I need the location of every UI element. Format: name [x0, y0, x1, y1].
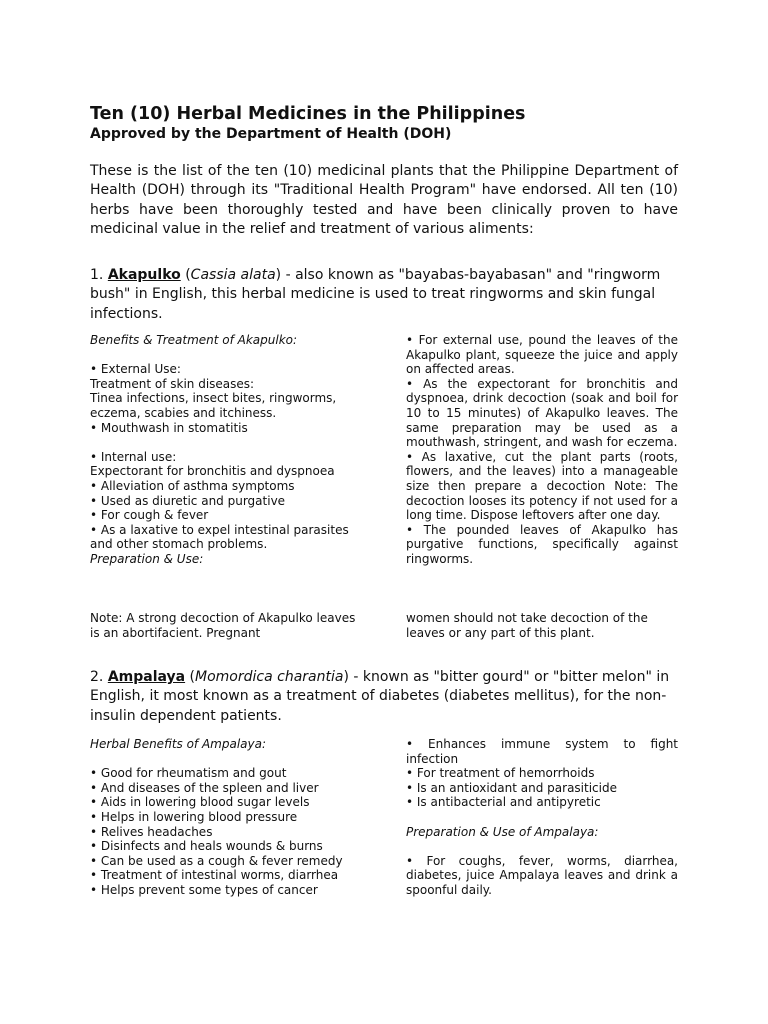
list-item: • Helps in lowering blood pressure: [90, 809, 298, 824]
ampalaya-heading: [90, 668, 678, 726]
akapulko-heading: [90, 266, 678, 324]
scientific-name: Momordica charantia: [195, 669, 344, 685]
list-item: • As laxative, cut the plant parts (roots, flowers, and the leaves) into a manageable size then prepare a decoction Note: The decoction looses its potency if not used for a long time. Dispose leftovers after one day.: [406, 449, 678, 523]
list-item: • For external use, pound the leaves of the Akapulko plant, squeeze the juice and apply on affected areas.: [406, 333, 678, 377]
akapulko-women-note: women should not take decoction of the leaves or any part of this plant.: [406, 611, 648, 640]
benefits-heading: Benefits & Treatment of Akapulko:: [90, 333, 298, 347]
section-number: 1.: [90, 267, 104, 283]
list-item: • Used as diuretic and purgative: [90, 493, 286, 508]
open-paren: (: [185, 267, 191, 283]
benefits-heading: Herbal Benefits of Ampalaya:: [90, 737, 267, 751]
intro-paragraph: These is the list of the ten (10) medicinal plants that the Philippine Department of Health (DOH) through its "Traditional Health Program" have endorsed. All ten (10) herbs have been thoroughly tested and have been clinically proven to have medicinal value in the relief and treatment of various aliments:: [90, 163, 678, 237]
list-item: • Mouthwash in stomatitis: [90, 420, 248, 435]
list-item: • Alleviation of asthma symptoms: [90, 478, 295, 493]
open-paren: (: [189, 669, 196, 685]
list-item: • Is antibacterial and antipyretic: [406, 795, 601, 810]
list-item: Expectorant for bronchitis and dyspnoea: [90, 464, 335, 479]
ampalaya-right-column: [406, 737, 678, 898]
page-subtitle: Approved by the Department of Health (DOH): [90, 126, 452, 142]
herb-description: ) - known as "bitter gourd" or "bitter melon" in English, it most known as a treatment of diabetes (diabetes mellitus), for the non-insulin dependent patients.: [90, 669, 670, 724]
list-item: • Treatment of intestinal worms, diarrhea: [90, 868, 339, 883]
list-item: • Disinfects and heals wounds & burns: [90, 839, 323, 854]
skin-treatment-label: Treatment of skin diseases:: [90, 376, 255, 391]
list-item: • As a laxative to expel intestinal parasites and other stomach problems.: [90, 522, 349, 552]
list-item: • The pounded leaves of Akapulko has purgative functions, specifically against ringworms.: [406, 522, 678, 566]
preparation-heading: Preparation & Use of Ampalaya:: [406, 824, 599, 839]
list-item: • Aids in lowering blood sugar levels: [90, 795, 310, 810]
page-title: Ten (10) Herbal Medicines in the Philippines: [90, 104, 526, 124]
list-item: • Can be used as a cough & fever remedy: [90, 853, 343, 868]
list-item: • Enhances immune system to fight infection: [406, 737, 678, 766]
list-item: • Good for rheumatism and gout: [90, 766, 287, 781]
herb-name: Ampalaya: [107, 669, 186, 685]
list-item: • Relives headaches: [90, 824, 213, 839]
akapulko-note: Note: A strong decoction of Akapulko leaves is an abortifacient. Pregnant: [90, 611, 356, 640]
preparation-heading: Preparation & Use:: [90, 551, 204, 566]
internal-use-label: • Internal use:: [90, 449, 177, 464]
list-item: • For treatment of hemorrhoids: [406, 766, 595, 781]
list-item: • Is an antioxidant and parasiticide: [406, 780, 617, 795]
ampalaya-left-column: [90, 737, 366, 898]
external-use-label: • External Use:: [90, 362, 181, 377]
list-item: • For cough & fever: [90, 508, 209, 523]
list-item: • For coughs, fever, worms, diarrhea, diabetes, juice Ampalaya leaves and drink a spoonful daily.: [406, 853, 678, 897]
skin-disease-list: Tinea infections, insect bites, ringworms, eczema, scabies and itchiness.: [90, 391, 337, 420]
scientific-name: Cassia alata: [190, 267, 276, 283]
list-item: • As the expectorant for bronchitis and dyspnoea, drink decoction (soak and boil for 10 to 15 minutes) of Akapulko leaves. The same preparation may be used as a mouthwash, stringent, and wash for eczema.: [406, 376, 678, 450]
akapulko-left-column: [90, 333, 366, 567]
list-item: • And diseases of the spleen and liver: [90, 780, 319, 795]
list-item: • Helps prevent some types of cancer: [90, 882, 318, 897]
section-number: 2.: [90, 669, 104, 685]
herb-description: ) - also known as "bayabas-bayabasan" and "ringworm bush" in English, this herbal medicine is used to treat ringworms and skin fungal infections.: [90, 267, 661, 322]
akapulko-right-column: [406, 333, 678, 567]
herb-name: Akapulko: [107, 267, 181, 283]
